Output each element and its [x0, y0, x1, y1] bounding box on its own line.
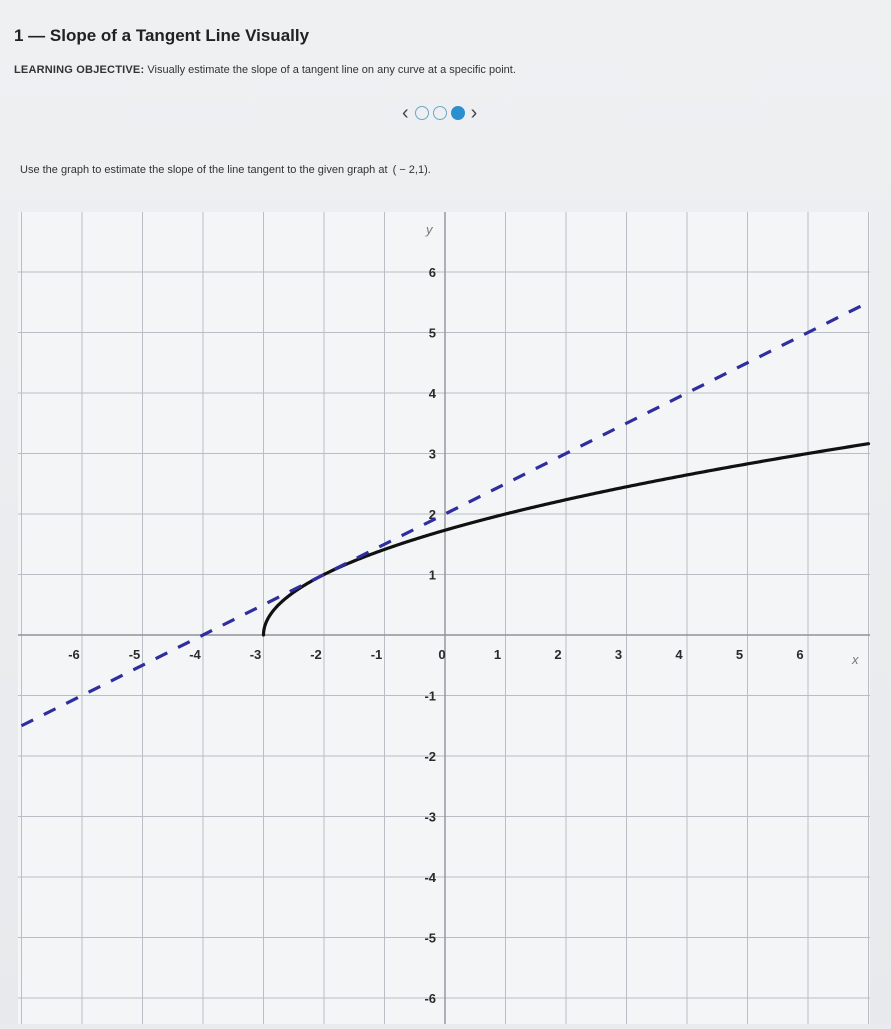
x-tick-label: 0 — [438, 647, 446, 662]
step-dot-1[interactable] — [415, 106, 429, 120]
next-chevron-icon[interactable]: › — [470, 102, 478, 124]
y-tick-label: -3 — [424, 809, 436, 825]
step-dot-2[interactable] — [433, 106, 447, 120]
y-tick-label: -6 — [424, 991, 436, 1006]
previous-chevron-icon[interactable]: ‹ — [402, 102, 409, 124]
x-tick-label: 4 — [675, 647, 683, 662]
y-tick-label: 2 — [428, 507, 436, 522]
x-tick-label: 6 — [796, 647, 804, 662]
y-tick-label: -1 — [424, 688, 436, 704]
y-tick-label: 3 — [428, 446, 436, 462]
x-tick-label: -2 — [310, 647, 322, 662]
y-tick-label: -5 — [424, 930, 436, 946]
graph-background — [18, 212, 870, 1024]
x-tick-label: 1 — [493, 647, 502, 662]
x-tick-label: 2 — [554, 647, 562, 662]
x-tick-label: -3 — [249, 647, 262, 662]
learning-objective — [14, 64, 516, 76]
y-tick-label: 1 — [428, 567, 436, 583]
y-tick-label: -4 — [424, 870, 436, 885]
y-tick-label: 6 — [428, 265, 436, 280]
y-tick-label: -2 — [424, 749, 436, 764]
y-axis-label: y — [426, 222, 433, 237]
graph[interactable] — [0, 210, 891, 1024]
x-tick-label: -4 — [189, 647, 201, 662]
x-tick-label: 5 — [735, 647, 744, 662]
page-title: 1 — Slope of a Tangent Line Visually — [14, 26, 310, 45]
objective-text: Visually estimate the slope of a tangent line on any curve at a specific point. — [147, 64, 516, 76]
x-tick-label: -5 — [128, 647, 141, 662]
objective-label: LEARNING OBJECTIVE: — [14, 64, 145, 76]
step-dot-3[interactable] — [451, 106, 465, 120]
x-tick-label: 3 — [614, 647, 623, 662]
instruction-point: ( − 2,1). — [392, 164, 431, 176]
graph-panel[interactable] — [0, 210, 891, 1024]
question-stepper — [400, 102, 479, 124]
x-tick-label: -1 — [370, 647, 383, 662]
x-tick-label: -6 — [68, 647, 80, 662]
y-tick-label: 5 — [428, 325, 436, 341]
instruction-text: Use the graph to estimate the slope of the line tangent to the given graph at — [20, 164, 388, 176]
y-tick-label: 4 — [428, 386, 436, 401]
x-axis-label: x — [852, 652, 859, 667]
instruction — [20, 164, 431, 176]
